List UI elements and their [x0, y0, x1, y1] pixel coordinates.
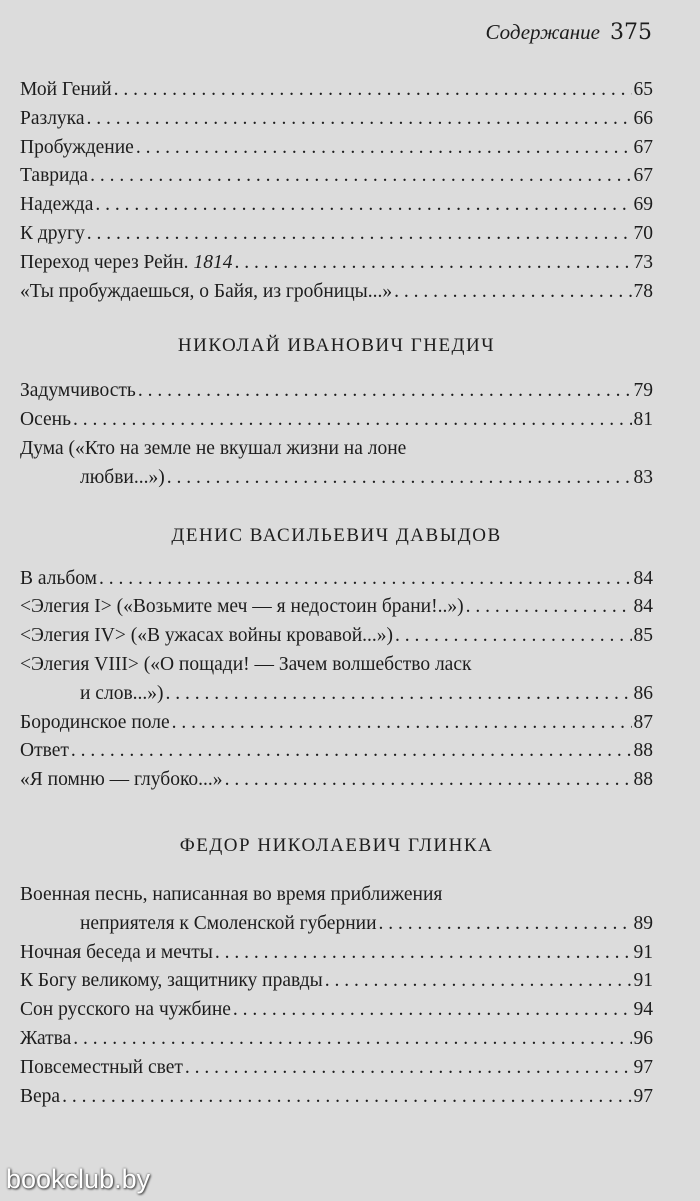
toc-entry: [20, 766, 653, 795]
toc-entry: [20, 220, 653, 249]
leader-dots: [379, 910, 632, 939]
toc-entry-page: 97: [633, 1085, 653, 1107]
toc-entry-title: К другу: [20, 222, 85, 244]
toc-entry-title-cont: любви...»): [80, 466, 165, 488]
toc-entry: [20, 622, 653, 651]
toc-entry: [20, 1083, 653, 1112]
leader-dots: [73, 1025, 631, 1054]
leader-dots: [71, 737, 632, 766]
toc-entry-continuation: [20, 464, 653, 493]
toc-entry: [20, 278, 653, 307]
leader-dots: [138, 377, 632, 406]
author-heading: ДЕНИС ВАСИЛЬЕВИЧ ДАВЫДОВ: [171, 524, 502, 546]
toc-entry-page: 70: [633, 222, 653, 244]
leader-dots: [466, 593, 632, 622]
leader-dots: [136, 134, 632, 163]
leader-dots: [325, 967, 632, 996]
toc-entry-title: Повсеместный свет: [20, 1056, 183, 1078]
leader-dots: [87, 220, 632, 249]
toc-entry-title: Военная песнь, написанная во время приближения: [20, 883, 443, 905]
toc-entry-title: Задумчивость: [20, 380, 136, 402]
toc-entry-page: 87: [633, 711, 653, 733]
toc-entry-title: «Я помню — глубоко...»: [20, 769, 223, 791]
leader-dots: [172, 709, 632, 738]
toc-entry: [20, 881, 653, 939]
running-header: [485, 20, 652, 45]
toc-entry-page: 67: [633, 136, 653, 158]
leader-dots: [394, 278, 631, 307]
author-heading: НИКОЛАЙ ИВАНОВИЧ ГНЕДИЧ: [177, 335, 496, 357]
toc-entry: [20, 709, 653, 738]
toc-entry-year: 1814: [193, 251, 233, 273]
leader-dots: [87, 105, 632, 134]
toc-entry-page: 96: [633, 1027, 653, 1049]
toc-entry: [20, 967, 653, 996]
toc-entry-page: 94: [633, 999, 653, 1021]
toc-entry: [20, 406, 653, 435]
page-number: 375: [610, 20, 652, 45]
toc-entry-page: 78: [633, 280, 653, 302]
leader-dots: [215, 939, 632, 968]
toc-entry-page: 85: [633, 625, 653, 647]
toc-entry-title-cont: и слов...»): [80, 682, 164, 704]
toc-entry-title: Таврида: [20, 165, 89, 187]
watermark: bookclub.by: [6, 1164, 151, 1194]
toc-entry-page: 86: [633, 682, 653, 704]
toc-entry-page: 91: [633, 970, 653, 992]
toc-entry-page: 66: [633, 107, 653, 129]
leader-dots: [395, 622, 631, 651]
leader-dots: [99, 565, 632, 594]
leader-dots: [167, 464, 632, 493]
toc-entry-title: К Богу великому, защитнику правды: [20, 970, 323, 992]
toc-entry-title: «Ты пробуждаешься, о Байя, из гробницы...»: [20, 280, 393, 302]
toc-entry-title: [20, 249, 232, 278]
toc-entry-continuation: [20, 910, 653, 939]
toc-entry-page: 84: [633, 596, 653, 618]
section-title: Содержание: [485, 20, 600, 44]
toc-entry-title: Мой Гений: [20, 79, 112, 100]
toc-entry-page: 73: [633, 251, 653, 273]
leader-dots: [114, 76, 632, 105]
toc-entry: [20, 1054, 653, 1083]
leader-dots: [233, 996, 632, 1025]
leader-dots: [185, 1054, 632, 1083]
toc-entry-title: <Элегия IV> («В ужасах войны кровавой...»): [20, 625, 394, 647]
leader-dots: [234, 249, 631, 278]
toc-entry-page: 69: [633, 194, 653, 216]
toc-entry-title: Осень: [20, 409, 71, 431]
toc-entry-title: Разлука: [20, 107, 85, 129]
toc-entry-page: 67: [633, 165, 653, 187]
leader-dots: [90, 162, 631, 191]
toc-entry-title: Ответ: [20, 740, 69, 762]
toc-entry-title: Надежда: [20, 194, 94, 216]
toc-entry-title: Вера: [20, 1085, 61, 1107]
toc-entry: [20, 435, 653, 493]
toc-entry-page: 79: [633, 380, 653, 402]
author-heading: ФЕДОР НИКОЛАЕВИЧ ГЛИНКА: [179, 834, 494, 856]
toc-entry: [20, 162, 653, 191]
toc-entry: [20, 939, 653, 968]
toc-entry-title: В альбом: [20, 567, 97, 589]
toc-entry: [20, 651, 653, 709]
toc-entry-title: Пробуждение: [20, 136, 134, 158]
toc-entry-title-text: Переход через Рейн.: [20, 251, 189, 273]
toc-entry-title: <Элегия VIII> («О пощади! — Зачем волшебство ласк: [20, 653, 472, 675]
toc-entry: [20, 249, 653, 278]
leader-dots: [62, 1083, 631, 1112]
toc-entry-page: 81: [633, 409, 653, 431]
leader-dots: [166, 680, 632, 709]
toc-entry-page: 84: [633, 567, 653, 589]
toc-entry-page: 91: [633, 941, 653, 963]
toc-entry-page: 89: [633, 912, 653, 934]
toc-entry: [20, 1025, 653, 1054]
toc-entry-title: Дума («Кто на земле не вкушал жизни на лоне: [20, 437, 407, 459]
toc-entry: [20, 565, 653, 594]
toc-entry: [20, 191, 653, 220]
toc-entry-title: Бородинское поле: [20, 711, 170, 733]
leader-dots: [95, 191, 631, 220]
toc-entry: [20, 105, 653, 134]
toc-entry-title: <Элегия I> («Возьмите меч — я недостоин брани!..»): [20, 596, 464, 618]
toc-entry-page: 83: [633, 466, 653, 488]
leader-dots: [225, 766, 632, 795]
toc-entry: [20, 593, 653, 622]
toc-entry: [20, 134, 653, 163]
toc-entry-title-cont: неприятеля к Смоленской губернии: [80, 912, 377, 934]
toc-entry-page: 97: [633, 1056, 653, 1078]
toc-entry: [20, 996, 653, 1025]
table-of-contents: [20, 76, 653, 1111]
toc-entry-continuation: [20, 680, 653, 709]
toc-entry-page: 88: [633, 769, 653, 791]
leader-dots: [73, 406, 632, 435]
toc-entry: [20, 377, 653, 406]
toc-entry-title: Ночная беседа и мечты: [20, 941, 213, 963]
toc-entry: [20, 737, 653, 766]
toc-entry: [20, 76, 653, 105]
toc-entry-page: 88: [633, 740, 653, 762]
toc-entry-page: 65: [633, 79, 653, 100]
toc-entry-title: Сон русского на чужбине: [20, 999, 231, 1021]
toc-entry-title: Жатва: [20, 1027, 72, 1049]
